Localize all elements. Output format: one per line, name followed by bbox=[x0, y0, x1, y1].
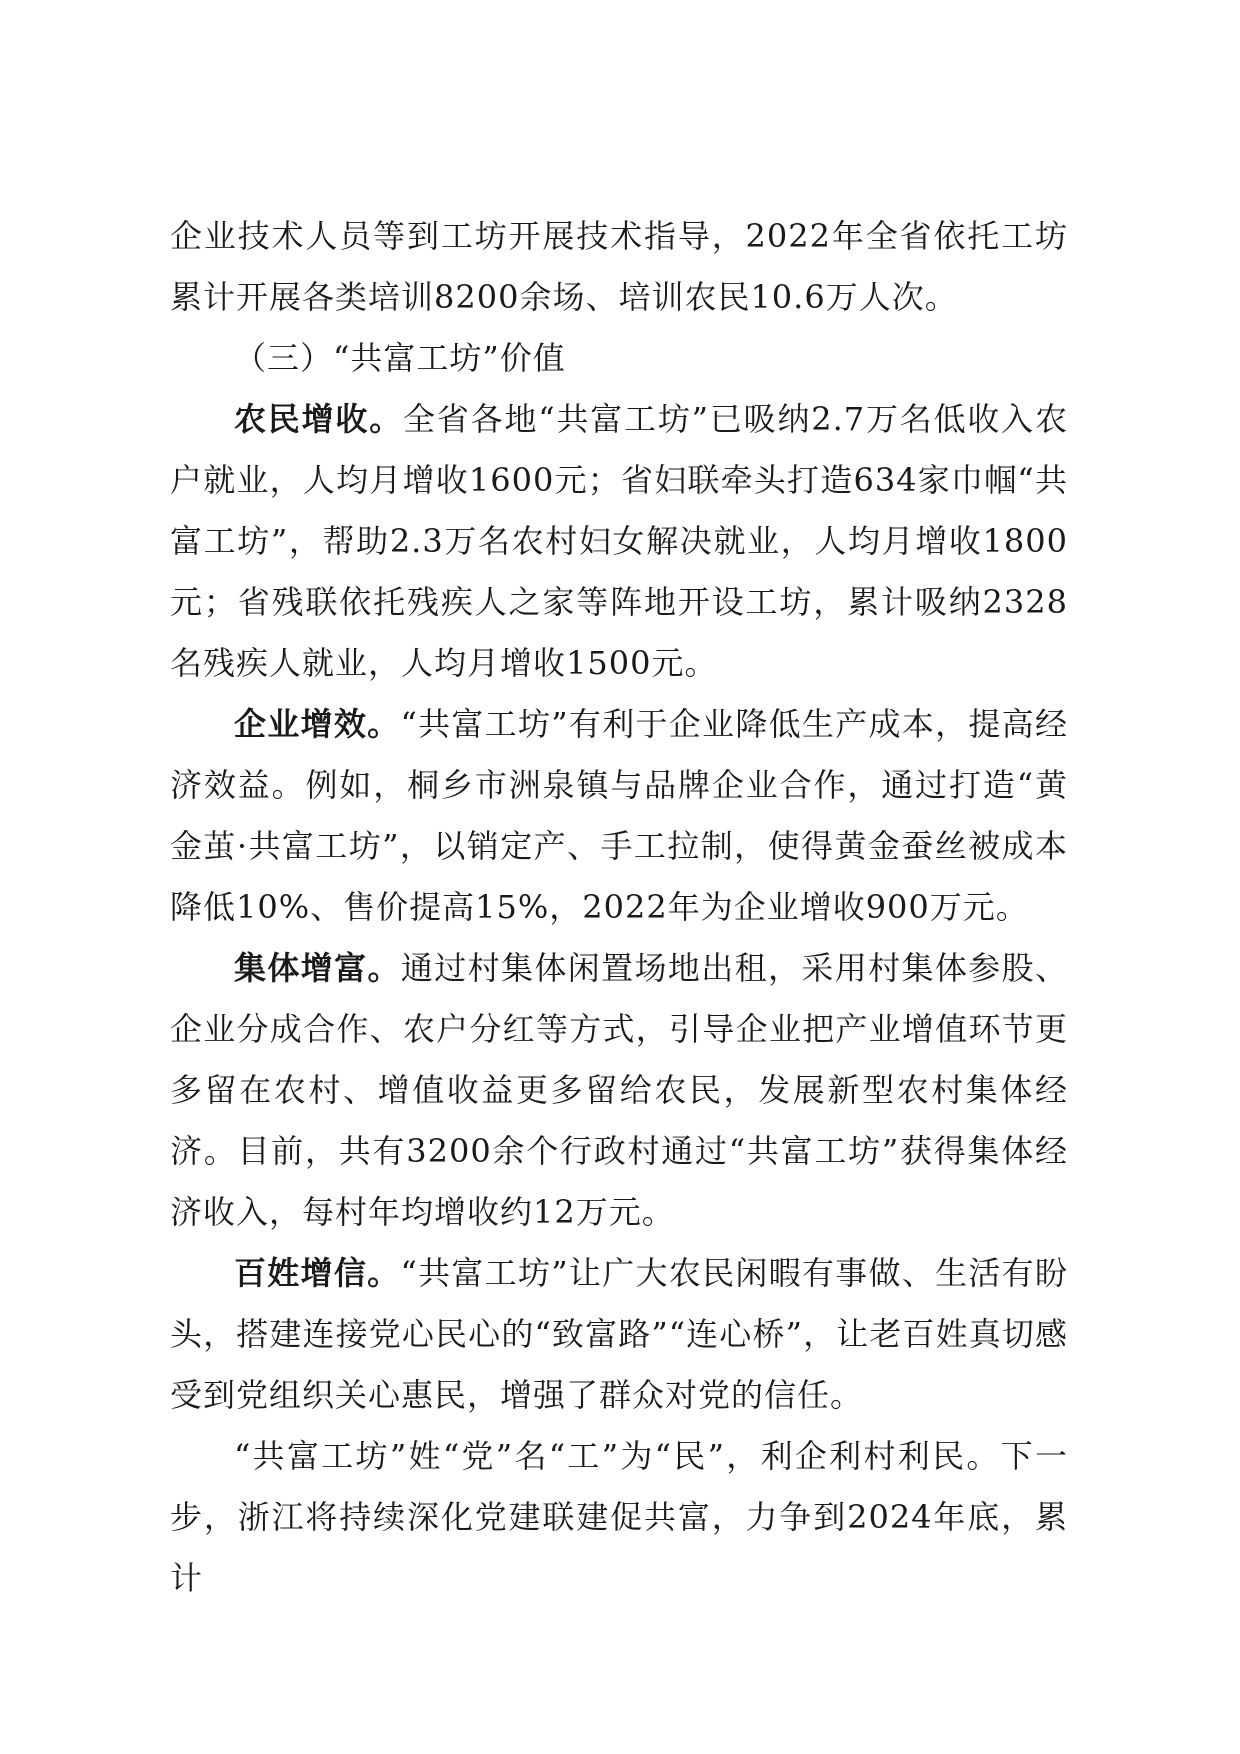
paragraph-body: 全省各地“共富工坊”已吸纳2.7万名低收入农户就业，人均月增收1600元；省妇联牵头打造634家巾帼“共富工坊”，帮助2.3万名农村妇女解决就业，人均月增收1800元；省残联依托残疾人之家等阵地开设工坊，累计吸纳2328名残疾人就业，人均月增收1500元。 bbox=[170, 400, 1068, 682]
paragraph-lead: 集体增富。 bbox=[234, 949, 401, 987]
document-page bbox=[170, 206, 1068, 1609]
paragraph-body: 企业技术人员等到工坊开展技术指导，2022年全省依托工坊累计开展各类培训8200余场、培训农民10.6万人次。 bbox=[170, 217, 1068, 316]
paragraph-lead: 企业增效。 bbox=[234, 705, 401, 743]
paragraph-next-steps bbox=[170, 1426, 1068, 1609]
section-heading-value: （三）“共富工坊”价值 bbox=[234, 339, 566, 377]
paragraph-farmer-income bbox=[170, 389, 1068, 694]
paragraph-lead: 农民增收。 bbox=[234, 400, 404, 438]
paragraph-collective-wealth bbox=[170, 938, 1068, 1243]
paragraph-enterprise-efficiency bbox=[170, 694, 1068, 938]
paragraph-body: “共富工坊”让广大农民闲暇有事做、生活有盼头，搭建连接党心民心的“致富路”“连心桥”，让老百姓真切感受到党组织关心惠民，增强了群众对党的信任。 bbox=[170, 1254, 1068, 1414]
paragraph-training-summary bbox=[170, 206, 1068, 328]
paragraph-body: 通过村集体闲置场地出租，采用村集体参股、企业分成合作、农户分红等方式，引导企业把产业增值环节更多留在农村、增值收益更多留给农民，发展新型农村集体经济。目前，共有3200余个行政村通过“共富工坊”获得集体经济收入，每村年均增收约12万元。 bbox=[170, 949, 1068, 1231]
paragraph-public-trust bbox=[170, 1243, 1068, 1426]
paragraph-body: “共富工坊”姓“党”名“工”为“民”，利企利村利民。下一步，浙江将持续深化党建联建促共富，力争到2024年底，累计 bbox=[170, 1437, 1068, 1597]
paragraph-lead: 百姓增信。 bbox=[234, 1254, 401, 1292]
paragraph-body: “共富工坊”有利于企业降低生产成本，提高经济效益。例如，桐乡市洲泉镇与品牌企业合作，通过打造“黄金茧·共富工坊”，以销定产、手工拉制，使得黄金蚕丝被成本降低10%、售价提高15%，2022年为企业增收900万元。 bbox=[170, 705, 1068, 926]
